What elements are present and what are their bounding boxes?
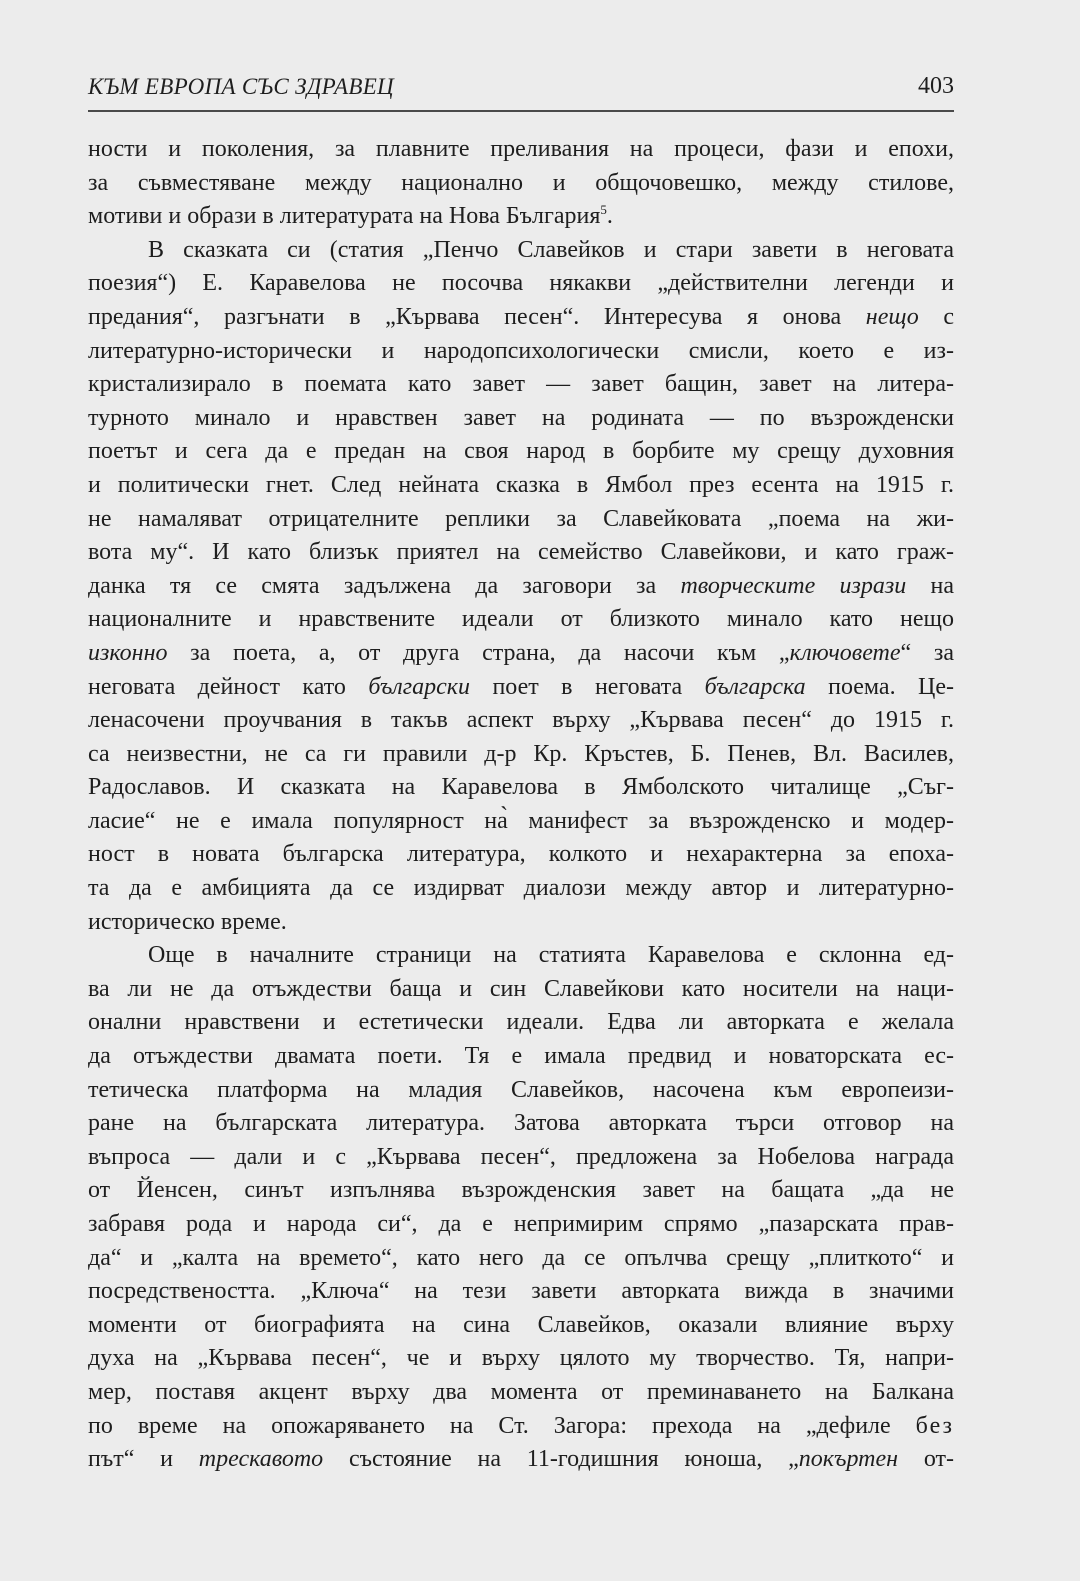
text-line: да“ и „калта на времето“, като него да се опълчва срещу „плиткото“ и [88, 1244, 954, 1271]
text-line: за съвместяване между национално и общочовешко, между стилове, [88, 169, 954, 196]
text-line: та да е амбицията да се издирват диалози между автор и литературно- [88, 875, 954, 902]
text-line: по време на опожаряването на Ст. Загора: прехода на „дефиле без [88, 1412, 954, 1439]
text-line: забравя рода и народа си“, да е непримирим спрямо „пазарската прав- [88, 1211, 954, 1237]
body-text [88, 133, 954, 1477]
text-line: въпроса — дали и с „Кървава песен“, предложена за Нобелова награда [88, 1143, 954, 1170]
text-line: националните и нравствените идеали от близкото минало като нещо [88, 606, 954, 633]
text-line: от Йенсен, синът изпълнява възрожденския завет на бащата „да не [88, 1177, 954, 1204]
spaced-word: без [915, 1412, 954, 1439]
text-line: тетическа платформа на младия Славейков, насочена към европеизи- [88, 1076, 954, 1103]
text-line: историческо време. [88, 908, 287, 935]
emphasis: изконно [88, 639, 168, 666]
emphasis: българска [704, 673, 806, 700]
text-line: и политически гнет. След нейната сказка в Ямбол през есента на 1915 г. [88, 471, 954, 498]
text-line: вота му“. И като близък приятел на семейство Славейкови, и като граж- [88, 539, 954, 566]
text-line: път“ и трескавото състояние на 11-годишния юноша, „покъртен от- [88, 1446, 954, 1473]
text-line: посредствеността. „Ключа“ на тези завети авторката вижда в значими [88, 1278, 954, 1305]
paragraph-first-line: В сказката си (статия „Пенчо Славейков и стари завети в неговата [148, 236, 954, 263]
text-line: турното минало и нравствен завет на родината — по възрожденски [88, 404, 954, 431]
running-title: КЪМ ЕВРОПА СЪС ЗДРАВЕЦ [88, 74, 394, 99]
text-line: да отъждестви двамата поети. Тя е имала предвид и новаторската ес- [88, 1043, 954, 1070]
emphasis: нещо [865, 303, 919, 330]
text-line: онални нравствени и естетически идеали. Едва ли авторката е желала [88, 1009, 954, 1036]
text-line: ва ли не да отъждестви баща и син Славейкови като носители на наци- [88, 975, 954, 1002]
text-line: мер, поставя акцент върху два момента от преминаването на Балкана [88, 1378, 954, 1405]
text-line: ности и поколения, за плавните преливания на процеси, фази и епохи, [88, 136, 954, 162]
page-number: 403 [918, 73, 954, 99]
text-line: моменти от биографията на сина Славейков, оказали влияние върху [88, 1311, 954, 1338]
text-line: са неизвестни, не са ги правили д-р Кр. Кръстев, Б. Пенев, Вл. Василев, [88, 740, 954, 767]
text-line: духа на „Кървава песен“, че и върху цялото му творчество. Тя, напри- [88, 1345, 954, 1372]
text-line: Радославов. И сказката на Каравелова в Ямболското читалище „Съг- [88, 774, 954, 801]
text-line: данка тя се смята задължена да заговори за творческите изрази на [88, 572, 954, 599]
emphasis: творческите изрази [680, 572, 907, 599]
text-line: кристализирало в поемата като завет — завет бащин, завет на литера- [88, 371, 954, 398]
text-line: поетът и сега да е предан на своя народ в борбите му срещу духовния [88, 438, 954, 465]
running-header [88, 70, 954, 112]
text-line: ност в новата българска литература, колкото и нехарактерна за епоха- [88, 841, 954, 868]
text-line: ласие“ не е имала популярност на̀ манифест за възрожденско и модер- [88, 807, 954, 834]
text-line: ране на българската литература. Затова авторката търси отговор на [88, 1110, 954, 1137]
text-line: изконно за поета, а, от друга страна, да насочи към „ключовете“ за [88, 639, 954, 666]
text-line: ленасочени проучвания в такъв аспект върху „Кървава песен“ до 1915 г. [88, 707, 954, 734]
text-line: не намаляват отрицателните реплики за Славейковата „поема на жи- [88, 505, 954, 532]
text-line: поезия“) Е. Каравелова не посочва някакви „действителни легенди и [88, 270, 954, 297]
text-line: литературно-исторически и народопсихологически смисли, което е из- [88, 337, 954, 364]
text-line: мотиви и образи в литературата на Нова България$^5$. [88, 202, 613, 230]
text-line: неговата дейност като български поет в неговата българска поема. Це- [88, 673, 955, 700]
emphasis: трескавото [198, 1446, 324, 1473]
text-line: предания“, разгънати в „Кървава песен“. Интересува я онова нещо с [88, 303, 955, 330]
emphasis: ключовете [789, 639, 901, 666]
emphasis: покъртен [798, 1446, 899, 1473]
footnote-reference: 5 [600, 202, 607, 218]
paragraph-first-line: Още в началните страници на статията Каравелова е склонна ед- [148, 942, 954, 969]
emphasis: български [368, 673, 470, 700]
